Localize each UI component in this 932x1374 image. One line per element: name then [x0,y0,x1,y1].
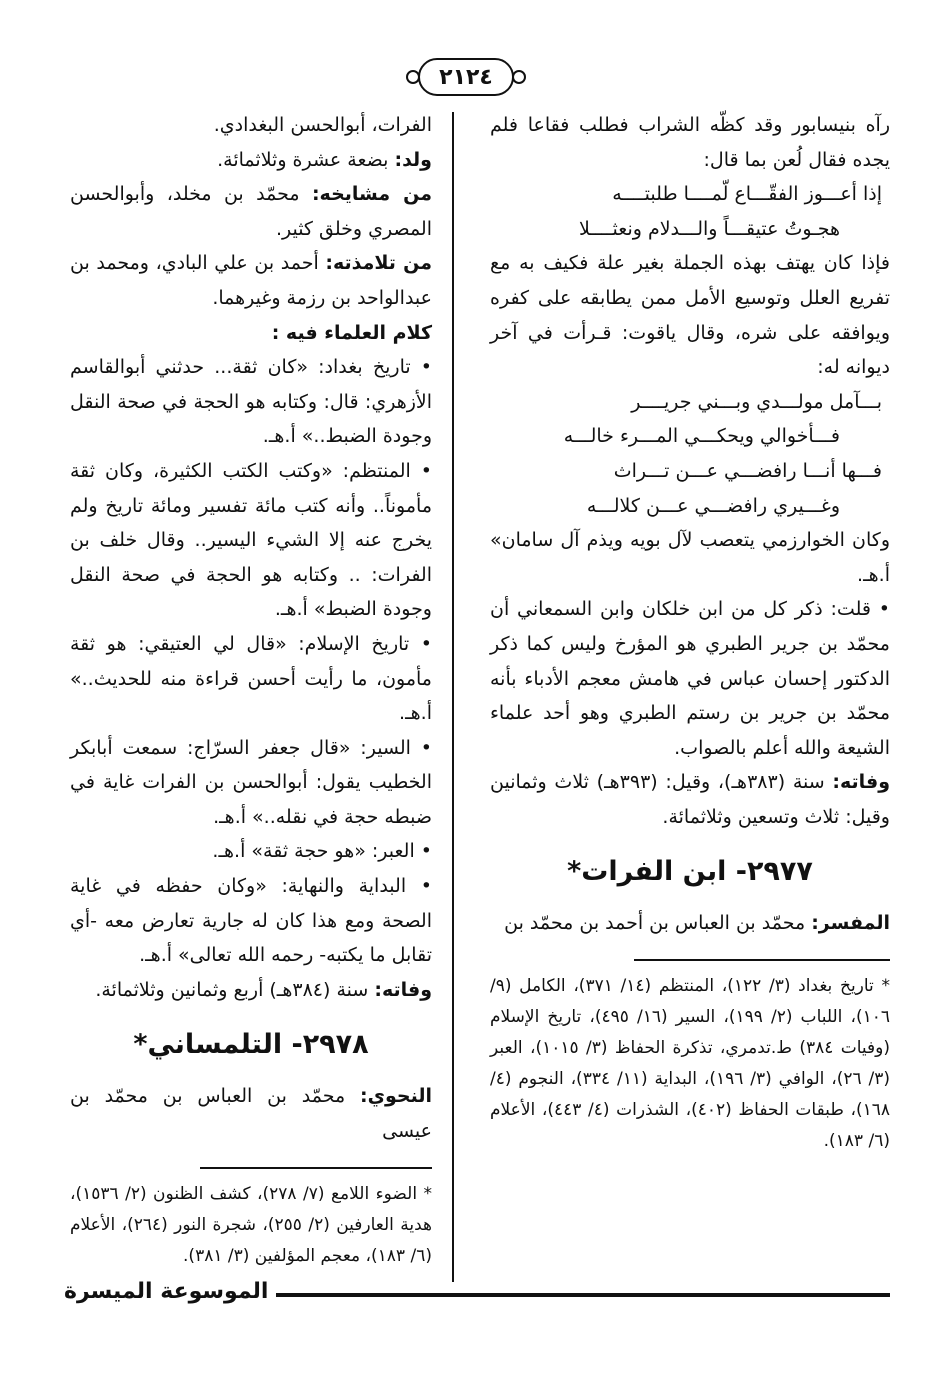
entry-heading-2977: ٢٩٧٧- ابن الفرات* [567,856,813,888]
poem-1-line-2: هجـوتُ عتيقـــاً والـــدلام ونعثــــلا [578,217,840,240]
page-number: ٢١٢٤ [418,58,514,96]
quote-5: • العبر: «هو حجة ثقة» أ.هـ. [212,840,432,863]
talamidh-text: أحمد بن علي البادي، ومحمد بن عبدالواحد بن رزمة وغيرهما. [70,252,432,309]
right-death [490,765,890,834]
left-shuyukh [70,177,432,246]
mufassir-text: محمّد بن العباس بن أحمد بن محمّد بن [504,912,812,935]
footnote-divider-right [634,959,890,961]
left-line-1: الفرات، أبوالحسن البغدادي. [213,114,432,136]
nahwi-text: محمّد بن العباس بن محمّد بن عيسى [70,1085,432,1143]
footnote-divider-left [200,1167,432,1169]
right-para-2: فإذا كان يهتف بهذه الجملة بغير علة فكيف به مع تفريع العلل وتوسيع الأمل ممن يطابقه على كفره ويوافقه على شره، وقال ياقوت: قـرأت في آخر ديوانه له: [490,252,890,379]
right-mufassir [490,906,890,941]
right-para-4: • قلت: ذكر كل من ابن خلكان وابن السمعاني أن محمّد بن جرير الطبري هو المؤرخ وليس كما ذكر الدكتور إحسان عباس في هامش معجم الأدباء بأنه محمّد بن جرير بن رستم الطبري وهو أحد علماء الشيعة والله أعلم بالصواب. [490,598,890,759]
poem-1 [490,177,890,246]
right-death-text: سنة (٣٨٣هـ)، وقيل: (٣٩٣هـ) ثلاث وثمانين وقيل: ثلاث وتسعين وثلاثمائة. [490,771,890,828]
poem-2-line-4: وغـــيري رافضـــي عـــن كلالـــه [586,494,840,517]
poem-2-line-2: فـــأخوالي ويحكـــي المـــرء خالـــه [563,425,840,448]
right-para-1: رآه بنيسابور وقد كظّه الشراب فطلب فقاعا فلم يجده فقال لُعن بما قال: [490,114,890,171]
born-text: بضعة عشرة وثلاثمائة. [217,148,395,171]
quote-4: • السير: «قال جعفر السرّاج: سمعت أبابكر الخطيب يقول: أبوالحسن بن الفرات غاية في ضبطه حجة في نقله..» أ.هـ. [70,736,432,828]
nahwi-label: النحوي: [359,1085,432,1108]
poem-2 [490,385,890,523]
footer-title: الموسوعة الميسرة [56,1279,276,1304]
footnote-left: * الضوء اللامع (٧/ ٢٧٨)، كشف الظنون (٢/ ١٥٣٦)، هدية العارفين (٢/ ٢٥٥)، شجرة النور (٢٦٤)، الأعلام (٦/ ١٨٣)، معجم المؤلفين (٣/ ٣٨١). [70,1183,433,1266]
left-death [70,973,432,1008]
left-talamidh [70,246,432,315]
column-divider [452,112,454,1282]
left-death-label: وفاته: [374,978,432,1001]
quote-6: • البداية والنهاية: «وكان حفظه في غاية الصحة ومع هذا كان له جارية تعارض معه -أي تقابل ما يكتبه- رحمه الله تعالى» أ.هـ. [70,875,432,967]
right-death-label: وفاته: [832,771,891,794]
born-label: ولد: [394,148,432,171]
poem-2-line-3: فـــها أنـــا رافضـــي عـــن تـــراث [613,459,882,482]
shuyukh-text: محمّد بن مخلد، وأبوالحسن المصري وخلق كثير. [70,183,432,240]
quote-2: • المنتظم: «وكتب الكتب الكثيرة، وكان ثقة مأموناً.. وأنه كتب مائة تفسير ومائة تاريخ ولم يخرج عنه إلا الشيء اليسير.. وقال خلف بن الفرات: .. وكتابه هو الحجة في صحة النقل وجودة الضبط» أ.هـ. [70,459,432,621]
left-death-text: سنة (٣٨٤هـ) أربع وثمانين وثلاثمائة. [95,978,375,1001]
quote-3: • تاريخ الإسلام: «قال لي العتيقي: هو ثقة مأمون، ما رأيت أحسن قراءة منه للحديث..» أ.هـ. [70,632,432,725]
entry-heading-2978: ٢٩٧٨- التلمساني* [133,1029,369,1061]
footnote-right: * تاريخ بغداد (٣/ ١٢٢)، المنتظم (١٤/ ٣٧١)، الكامل (٩/ ١٠٦)، اللباب (٢/ ١٩٩)، السير (١٦/ ٤٩٥)، تاريخ الإسلام (وفيات ٣٨٤) ط.تدمري، تذكرة الحفاظ (٣/ ١٠١٥)، العبر (٣/ ٢٦)، الوافي (٣/ ١٩٦)، البداية (١١/ ٣٣٤)، النجوم (٤/ ١٦٨)، طبقات الحفاظ (٤٠٢)، الشذرات (٤/ ٤٤٣)، الأعلام (٦/ ١٨٣). [490,976,891,1152]
left-born [70,143,432,178]
left-nahwi [70,1079,432,1148]
ulama-label: كلام العلماء فيه : [271,321,432,344]
poem-2-line-1: بـــآمل مولـــدي وبـــني جريــــر [631,390,882,413]
poem-1-line-1: إذا أعـــوز الفقّـــاع لّمــــا طلبتــــه [612,183,882,206]
left-column [70,108,432,1272]
mufassir-label: المفسر: [811,912,890,935]
right-para-3: وكان الخوارزمي يتعصب لآل بويه ويذم آل سامان» أ.هـ. [490,529,890,586]
right-column [490,108,890,1157]
talamidh-label: من تلامذته: [325,252,432,275]
footer-rule [212,1293,890,1297]
quote-1: • تاريخ بغداد: «كان ثقة... حدثني أبوالقاسم الأزهري: قال: وكتابه هو الحجة في صحة النقل وجودة الضبط..» أ.هـ. [70,356,432,448]
shuyukh-label: من مشايخه: [311,183,432,206]
